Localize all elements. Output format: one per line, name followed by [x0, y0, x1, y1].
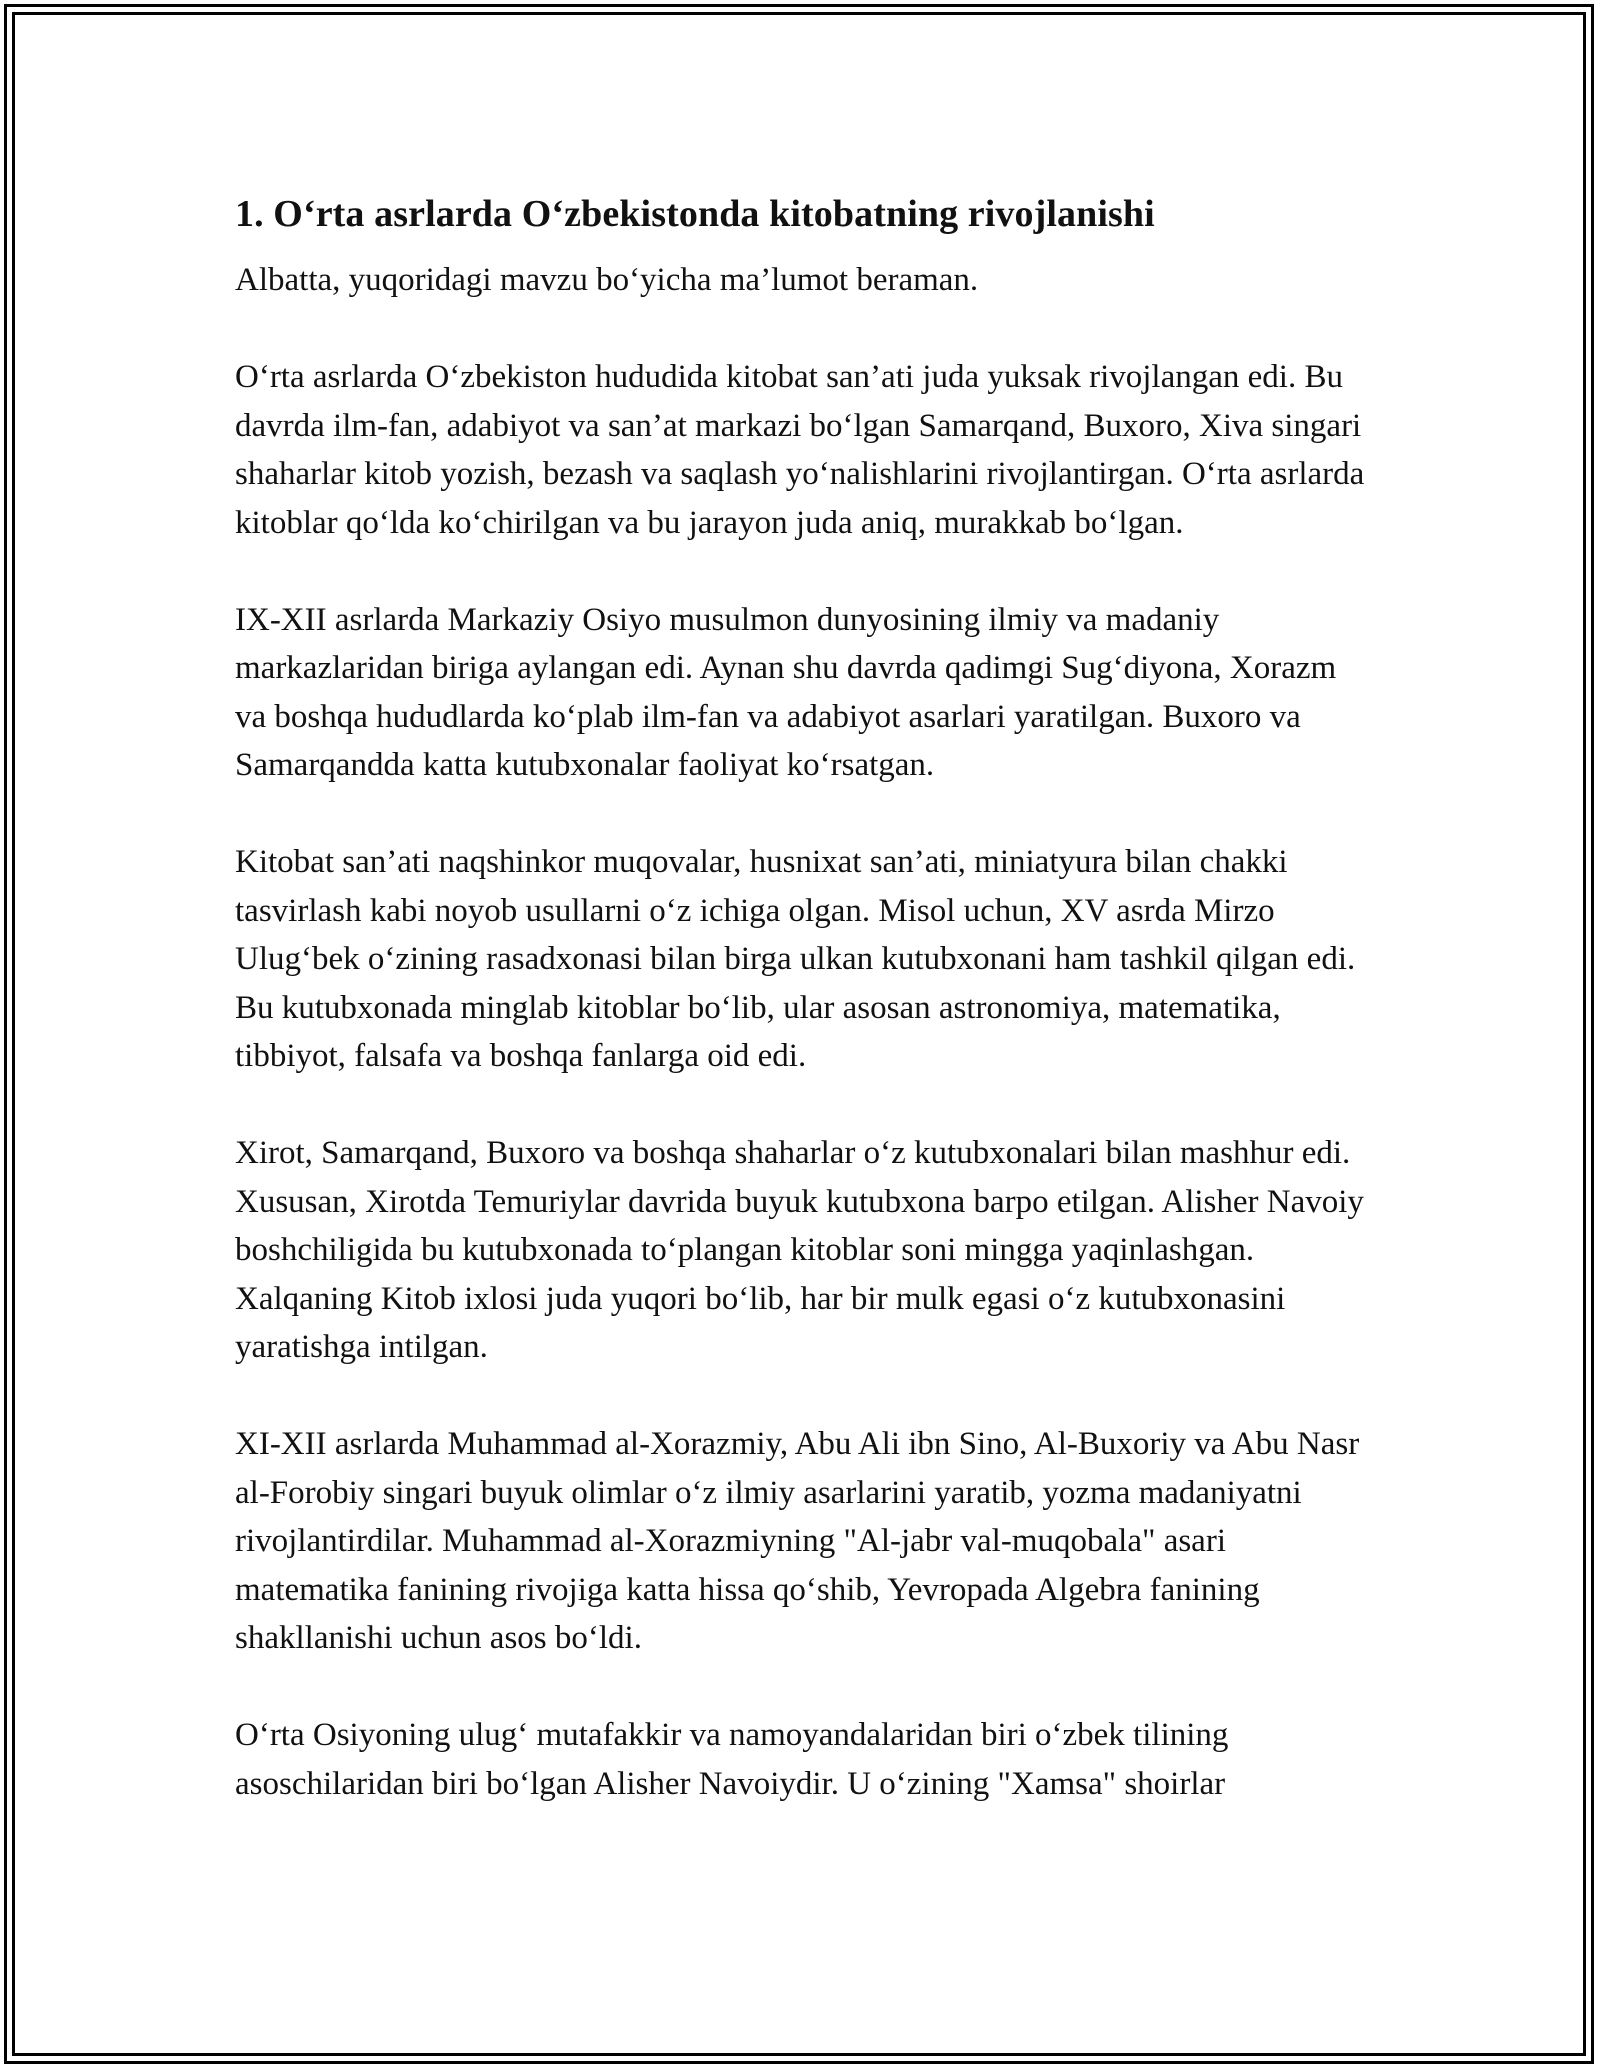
document-title: 1. O‘rta asrlarda O‘zbekistonda kitobatning rivojlanishi: [235, 193, 1155, 235]
paragraph-2: IX-XII asrlarda Markaziy Osiyo musulmon dunyosining ilmiy va madaniy markazlaridan biriga aylangan edi. Aynan shu davrda qadimgi Sug‘diyona, Xorazm va boshqa hududlarda ko‘plab ilm-fan va adabiyot asarlari yaratilgan. Buxoro va Samarqandda katta kutubxonalar faoliyat ko‘rsatgan.: [235, 601, 1337, 783]
document-body: [235, 186, 1375, 1808]
paragraph-6: O‘rta Osiyoning ulug‘ mutafakkir va namoyandalaridan biri o‘zbek tilining asoschilaridan biri bo‘lgan Alisher Navoiydir. U o‘zining "Xamsa" shoirlar: [235, 1717, 1229, 1802]
paragraph-5: XI-XII asrlarda Muhammad al-Xorazmiy, Abu Ali ibn Sino, Al-Buxoriy va Abu Nasr al-Forobiy singari buyuk olimlar o‘z ilmiy asarlarini yaratib, yozma madaniyatni rivojlantirdilar. Muhammad al-Xorazmiyning "Al-jabr val-muqobala" asari matematika fanining rivojiga katta hissa qo‘shib, Yevropada Algebra fanining shakllanishi uchun asos bo‘ldi.: [235, 1426, 1360, 1656]
intro-paragraph: Albatta, yuqoridagi mavzu bo‘yicha ma’lumot beraman.: [235, 262, 979, 298]
paragraph-1: O‘rta asrlarda O‘zbekiston hududida kitobat san’ati juda yuksak rivojlangan edi. Bu davrda ilm-fan, adabiyot va san’at markazi bo‘lgan Samarqand, Buxoro, Xiva singari shaharlar kitob yozish, bezash va saqlash yo‘nalishlarini rivojlantirgan. O‘rta asrlarda kitoblar qo‘lda ko‘chirilgan va bu jarayon juda aniq, murakkab bo‘lgan.: [235, 359, 1365, 541]
paragraph-3: Kitobat san’ati naqshinkor muqovalar, husnixat san’ati, miniatyura bilan chakki tasvirlash kabi noyob usullarni o‘z ichiga olgan. Misol uchun, XV asrda Mirzo Ulug‘bek o‘zining rasadxonasi bilan birga ulkan kutubxonani ham tashkil qilgan edi. Bu kutubxonada minglab kitoblar bo‘lib, ular asosan astronomiya, matematika, tibbiyot, falsafa va boshqa fanlarga oid edi.: [235, 844, 1356, 1074]
paragraph-4: Xirot, Samarqand, Buxoro va boshqa shaharlar o‘z kutubxonalari bilan mashhur edi. Xususan, Xirotda Temuriylar davrida buyuk kutubxona barpo etilgan. Alisher Navoiy boshchiligida bu kutubxonada to‘plangan kitoblar soni mingga yaqinlashgan. Xalqaning Kitob ixlosi juda yuqori bo‘lib, har bir mulk egasi o‘z kutubxonasini yaratishga intilgan.: [235, 1135, 1364, 1365]
